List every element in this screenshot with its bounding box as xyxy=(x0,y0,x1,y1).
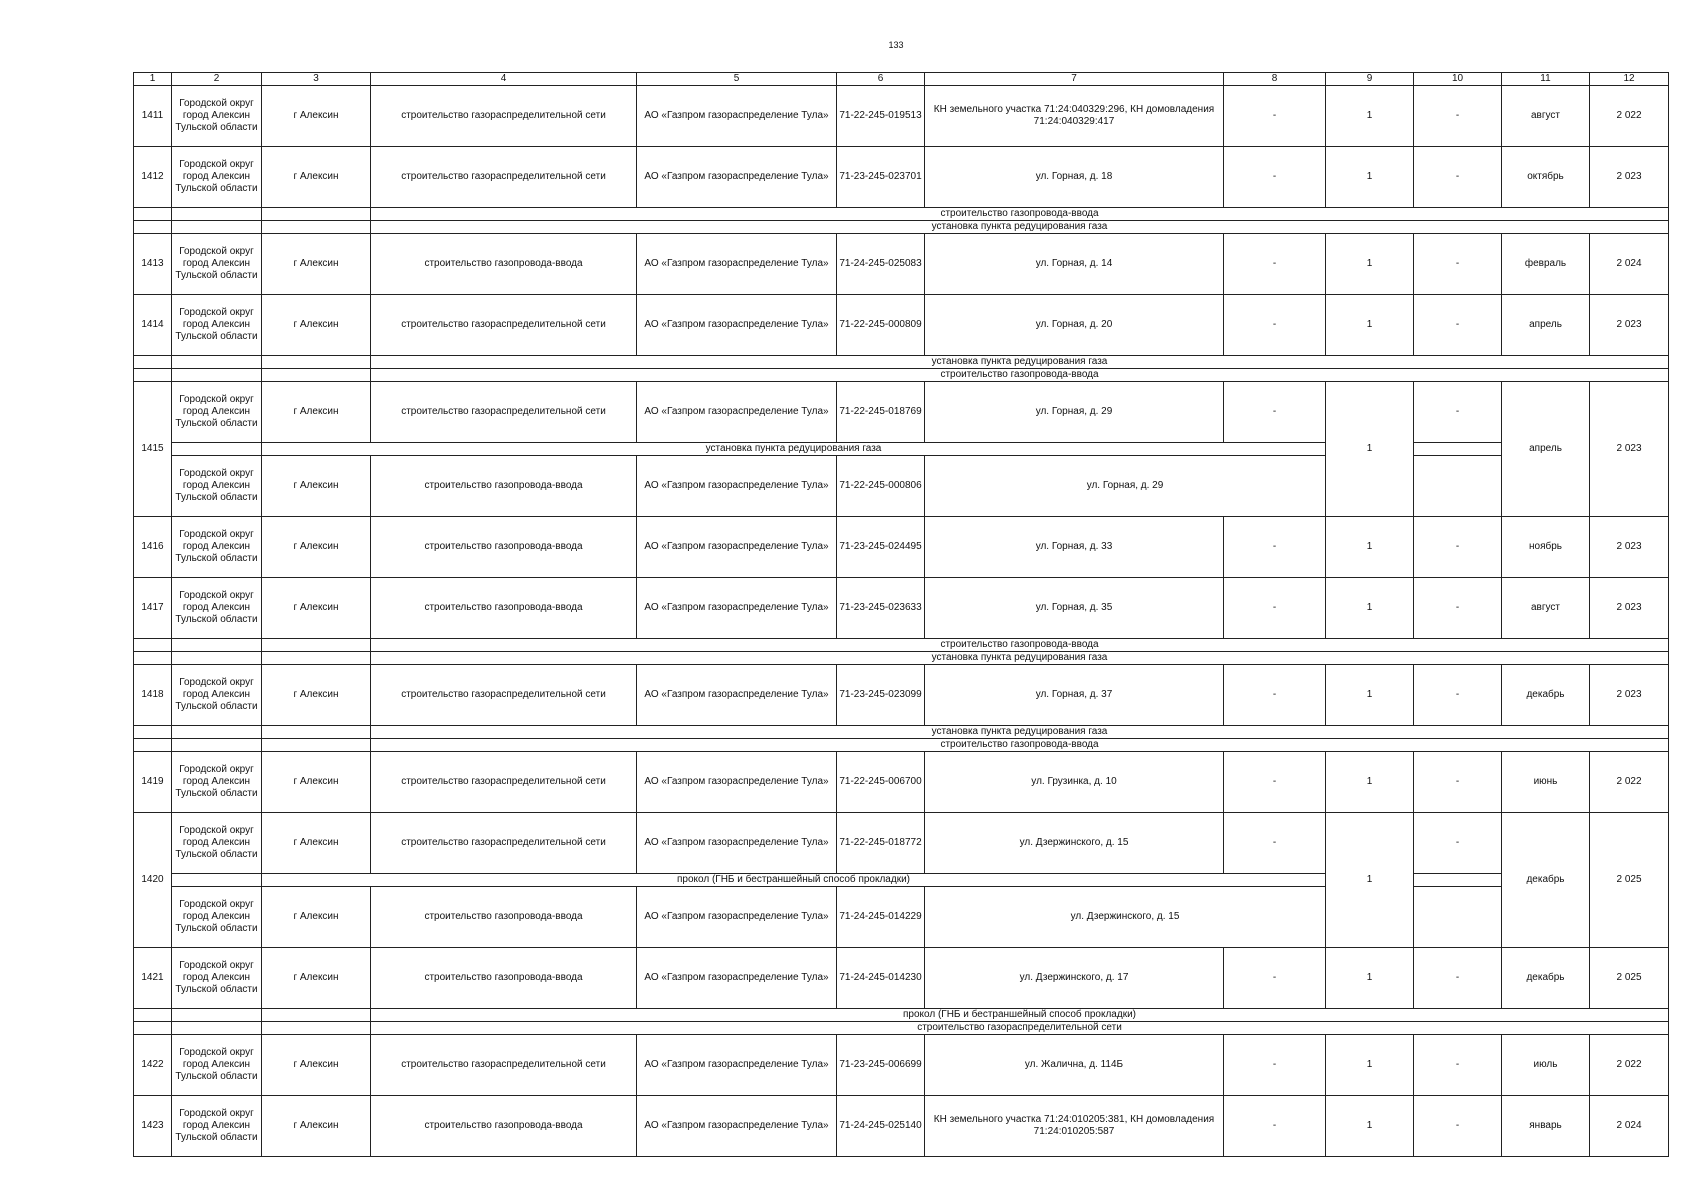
table-row xyxy=(134,295,1669,356)
sub-work-row xyxy=(134,356,1669,369)
municipality-cell: Городской округ город Алексин Тульской области xyxy=(172,948,262,1009)
work-type-cell: строительство газораспределительной сети xyxy=(371,813,637,874)
municipality-cell: Городской округ город Алексин Тульской области xyxy=(172,147,262,208)
col9-cell: 1 xyxy=(1326,1096,1414,1157)
locality-cell: г Алексин xyxy=(262,948,371,1009)
sub-work-row xyxy=(134,639,1669,652)
year-cell: 2 025 xyxy=(1590,813,1669,948)
year-cell: 2 023 xyxy=(1590,517,1669,578)
sub-work-label: установка пункта редуцирования газа xyxy=(371,356,1669,369)
sub-work-row xyxy=(134,443,1669,456)
municipality-cell: Городской округ город Алексин Тульской области xyxy=(172,665,262,726)
empty-cell xyxy=(134,639,172,652)
row-number: 1413 xyxy=(134,234,172,295)
application-code-cell: 71-22-245-018772 xyxy=(837,813,925,874)
table-row xyxy=(134,1096,1669,1157)
locality-cell: г Алексин xyxy=(262,752,371,813)
month-cell: февраль xyxy=(1502,234,1590,295)
sub-work-label: строительство газопровода-ввода xyxy=(371,739,1669,752)
empty-cell xyxy=(134,652,172,665)
empty-cell xyxy=(1414,443,1502,456)
municipality-cell: Городской округ город Алексин Тульской области xyxy=(172,517,262,578)
col8-cell: - xyxy=(1224,665,1326,726)
municipality-cell: Городской округ город Алексин Тульской области xyxy=(172,578,262,639)
empty-cell xyxy=(172,639,262,652)
col8-cell: - xyxy=(1224,1035,1326,1096)
col9-cell: 1 xyxy=(1326,147,1414,208)
col10-cell: - xyxy=(1414,86,1502,147)
col10-cell: - xyxy=(1414,948,1502,1009)
year-cell: 2 024 xyxy=(1590,234,1669,295)
empty-cell xyxy=(134,1022,172,1035)
sub-work-row xyxy=(134,1009,1669,1022)
work-type-cell: строительство газораспределительной сети xyxy=(371,665,637,726)
organization-cell: АО «Газпром газораспределение Тула» xyxy=(637,813,837,874)
sub-work-label: строительство газопровода-ввода xyxy=(371,208,1669,221)
address-cell: ул. Дзержинского, д. 15 xyxy=(925,887,1326,948)
col8-cell: - xyxy=(1224,382,1326,443)
table-row xyxy=(134,382,1669,443)
work-type-cell: строительство газопровода-ввода xyxy=(371,456,637,517)
column-header: 1 xyxy=(134,73,172,86)
table-row xyxy=(134,948,1669,1009)
empty-cell xyxy=(262,369,371,382)
work-type-cell: строительство газораспределительной сети xyxy=(371,1035,637,1096)
col10-cell: - xyxy=(1414,234,1502,295)
col9-cell: 1 xyxy=(1326,665,1414,726)
col9-cell: 1 xyxy=(1326,234,1414,295)
municipality-cell: Городской округ город Алексин Тульской области xyxy=(172,1035,262,1096)
sub-work-label: строительство газопровода-ввода xyxy=(371,369,1669,382)
year-cell: 2 022 xyxy=(1590,1035,1669,1096)
sub-work-row xyxy=(134,1022,1669,1035)
row-number: 1422 xyxy=(134,1035,172,1096)
table-row xyxy=(134,1035,1669,1096)
locality-cell: г Алексин xyxy=(262,147,371,208)
locality-cell: г Алексин xyxy=(262,887,371,948)
empty-cell xyxy=(262,652,371,665)
empty-cell xyxy=(134,356,172,369)
month-cell: октябрь xyxy=(1502,147,1590,208)
col9-cell: 1 xyxy=(1326,578,1414,639)
municipality-cell: Городской округ город Алексин Тульской области xyxy=(172,382,262,443)
year-cell: 2 023 xyxy=(1590,147,1669,208)
month-cell: декабрь xyxy=(1502,813,1590,948)
column-header-row xyxy=(134,73,1669,86)
municipality-cell: Городской округ город Алексин Тульской области xyxy=(172,295,262,356)
col8-cell: - xyxy=(1224,948,1326,1009)
row-number: 1415 xyxy=(134,382,172,517)
work-type-cell: строительство газораспределительной сети xyxy=(371,382,637,443)
col9-cell: 1 xyxy=(1326,295,1414,356)
empty-cell xyxy=(1414,887,1502,948)
row-number: 1414 xyxy=(134,295,172,356)
sub-work-label: строительство газопровода-ввода xyxy=(371,639,1669,652)
month-cell: август xyxy=(1502,578,1590,639)
year-cell: 2 025 xyxy=(1590,948,1669,1009)
empty-cell xyxy=(1414,874,1502,887)
application-code-cell: 71-23-245-024495 xyxy=(837,517,925,578)
empty-cell xyxy=(262,726,371,739)
empty-cell xyxy=(262,639,371,652)
work-type-cell: строительство газораспределительной сети xyxy=(371,147,637,208)
empty-cell xyxy=(262,208,371,221)
application-code-cell: 71-22-245-019513 xyxy=(837,86,925,147)
table-row xyxy=(134,578,1669,639)
year-cell: 2 022 xyxy=(1590,752,1669,813)
col10-cell: - xyxy=(1414,382,1502,443)
col8-cell: - xyxy=(1224,86,1326,147)
row-number: 1421 xyxy=(134,948,172,1009)
col10-cell: - xyxy=(1414,1096,1502,1157)
locality-cell: г Алексин xyxy=(262,295,371,356)
sub-work-label: установка пункта редуцирования газа xyxy=(371,652,1669,665)
sub-work-label: прокол (ГНБ и бестраншейный способ прокладки) xyxy=(371,1009,1669,1022)
organization-cell: АО «Газпром газораспределение Тула» xyxy=(637,1035,837,1096)
empty-cell xyxy=(172,652,262,665)
col9-cell: 1 xyxy=(1326,948,1414,1009)
col10-cell: - xyxy=(1414,813,1502,874)
row-number: 1423 xyxy=(134,1096,172,1157)
month-cell: ноябрь xyxy=(1502,517,1590,578)
year-cell: 2 023 xyxy=(1590,665,1669,726)
municipality-cell: Городской округ город Алексин Тульской области xyxy=(172,887,262,948)
work-type-cell: строительство газопровода-ввода xyxy=(371,887,637,948)
empty-cell xyxy=(172,369,262,382)
sub-work-label: установка пункта редуцирования газа xyxy=(371,726,1669,739)
col8-cell: - xyxy=(1224,813,1326,874)
month-cell: декабрь xyxy=(1502,665,1590,726)
sub-work-label: установка пункта редуцирования газа xyxy=(371,221,1669,234)
application-code-cell: 71-23-245-023701 xyxy=(837,147,925,208)
col8-cell: - xyxy=(1224,234,1326,295)
register-table xyxy=(133,72,1669,1157)
work-type-cell: строительство газопровода-ввода xyxy=(371,234,637,295)
col9-cell: 1 xyxy=(1326,1035,1414,1096)
locality-cell: г Алексин xyxy=(262,1035,371,1096)
locality-cell: г Алексин xyxy=(262,234,371,295)
empty-cell xyxy=(172,726,262,739)
month-cell: январь xyxy=(1502,1096,1590,1157)
column-header: 4 xyxy=(371,73,637,86)
sub-work-row xyxy=(134,221,1669,234)
month-cell: июнь xyxy=(1502,752,1590,813)
month-cell: апрель xyxy=(1502,382,1590,517)
table-row xyxy=(134,813,1669,874)
table-row xyxy=(134,517,1669,578)
row-number: 1420 xyxy=(134,813,172,948)
municipality-cell: Городской округ город Алексин Тульской области xyxy=(172,456,262,517)
empty-cell xyxy=(262,1009,371,1022)
empty-cell xyxy=(172,208,262,221)
col10-cell: - xyxy=(1414,578,1502,639)
sub-work-label: строительство газораспределительной сети xyxy=(371,1022,1669,1035)
table-row xyxy=(134,456,1669,517)
col10-cell: - xyxy=(1414,1035,1502,1096)
empty-cell xyxy=(134,221,172,234)
empty-cell xyxy=(172,221,262,234)
organization-cell: АО «Газпром газораспределение Тула» xyxy=(637,517,837,578)
locality-cell: г Алексин xyxy=(262,517,371,578)
locality-cell: г Алексин xyxy=(262,578,371,639)
sub-work-row xyxy=(134,739,1669,752)
empty-cell xyxy=(134,208,172,221)
empty-cell xyxy=(172,739,262,752)
col10-cell: - xyxy=(1414,147,1502,208)
application-code-cell: 71-24-245-014229 xyxy=(837,887,925,948)
application-code-cell: 71-23-245-006699 xyxy=(837,1035,925,1096)
locality-cell: г Алексин xyxy=(262,456,371,517)
organization-cell: АО «Газпром газораспределение Тула» xyxy=(637,665,837,726)
col10-cell: - xyxy=(1414,295,1502,356)
col10-cell: - xyxy=(1414,665,1502,726)
work-type-cell: строительство газопровода-ввода xyxy=(371,1096,637,1157)
column-header: 3 xyxy=(262,73,371,86)
organization-cell: АО «Газпром газораспределение Тула» xyxy=(637,147,837,208)
locality-cell: г Алексин xyxy=(262,86,371,147)
application-code-cell: 71-23-245-023099 xyxy=(837,665,925,726)
col9-cell: 1 xyxy=(1326,813,1414,948)
table-row xyxy=(134,147,1669,208)
month-cell: декабрь xyxy=(1502,948,1590,1009)
organization-cell: АО «Газпром газораспределение Тула» xyxy=(637,234,837,295)
empty-cell xyxy=(134,1009,172,1022)
col9-cell: 1 xyxy=(1326,382,1414,517)
year-cell: 2 023 xyxy=(1590,295,1669,356)
address-cell: ул. Горная, д. 33 xyxy=(925,517,1224,578)
column-header: 7 xyxy=(925,73,1224,86)
sub-work-row xyxy=(134,726,1669,739)
work-type-cell: строительство газопровода-ввода xyxy=(371,578,637,639)
application-code-cell: 71-24-245-014230 xyxy=(837,948,925,1009)
col8-cell: - xyxy=(1224,517,1326,578)
column-header: 8 xyxy=(1224,73,1326,86)
application-code-cell: 71-22-245-000806 xyxy=(837,456,925,517)
sub-work-label: установка пункта редуцирования газа xyxy=(262,443,1326,456)
organization-cell: АО «Газпром газораспределение Тула» xyxy=(637,382,837,443)
year-cell: 2 023 xyxy=(1590,382,1669,517)
application-code-cell: 71-23-245-023633 xyxy=(837,578,925,639)
sub-work-row xyxy=(134,652,1669,665)
address-cell: ул. Горная, д. 29 xyxy=(925,456,1326,517)
col8-cell: - xyxy=(1224,578,1326,639)
col8-cell: - xyxy=(1224,295,1326,356)
address-cell: ул. Грузинка, д. 10 xyxy=(925,752,1224,813)
organization-cell: АО «Газпром газораспределение Тула» xyxy=(637,1096,837,1157)
work-type-cell: строительство газораспределительной сети xyxy=(371,86,637,147)
column-header: 2 xyxy=(172,73,262,86)
locality-cell: г Алексин xyxy=(262,665,371,726)
col9-cell: 1 xyxy=(1326,752,1414,813)
address-cell: ул. Дзержинского, д. 17 xyxy=(925,948,1224,1009)
table-row xyxy=(134,86,1669,147)
month-cell: июль xyxy=(1502,1035,1590,1096)
application-code-cell: 71-24-245-025083 xyxy=(837,234,925,295)
municipality-cell: Городской округ город Алексин Тульской области xyxy=(172,1096,262,1157)
organization-cell: АО «Газпром газораспределение Тула» xyxy=(637,948,837,1009)
empty-cell xyxy=(262,356,371,369)
organization-cell: АО «Газпром газораспределение Тула» xyxy=(637,752,837,813)
empty-cell xyxy=(262,739,371,752)
address-cell: ул. Горная, д. 18 xyxy=(925,147,1224,208)
empty-cell xyxy=(172,443,262,456)
column-header: 11 xyxy=(1502,73,1590,86)
sub-work-row xyxy=(134,874,1669,887)
col9-cell: 1 xyxy=(1326,517,1414,578)
row-number: 1412 xyxy=(134,147,172,208)
row-number: 1417 xyxy=(134,578,172,639)
sub-work-row xyxy=(134,369,1669,382)
col10-cell: - xyxy=(1414,517,1502,578)
locality-cell: г Алексин xyxy=(262,1096,371,1157)
organization-cell: АО «Газпром газораспределение Тула» xyxy=(637,295,837,356)
sub-work-row xyxy=(134,208,1669,221)
col8-cell: - xyxy=(1224,147,1326,208)
table-row xyxy=(134,665,1669,726)
table-row xyxy=(134,234,1669,295)
month-cell: август xyxy=(1502,86,1590,147)
municipality-cell: Городской округ город Алексин Тульской области xyxy=(172,752,262,813)
table-row xyxy=(134,887,1669,948)
work-type-cell: строительство газопровода-ввода xyxy=(371,948,637,1009)
sub-work-label: прокол (ГНБ и бестраншейный способ прокладки) xyxy=(262,874,1326,887)
empty-cell xyxy=(134,369,172,382)
empty-cell xyxy=(1414,456,1502,517)
application-code-cell: 71-22-245-000809 xyxy=(837,295,925,356)
work-type-cell: строительство газораспределительной сети xyxy=(371,752,637,813)
municipality-cell: Городской округ город Алексин Тульской области xyxy=(172,86,262,147)
row-number: 1416 xyxy=(134,517,172,578)
column-header: 5 xyxy=(637,73,837,86)
organization-cell: АО «Газпром газораспределение Тула» xyxy=(637,86,837,147)
col9-cell: 1 xyxy=(1326,86,1414,147)
work-type-cell: строительство газопровода-ввода xyxy=(371,517,637,578)
empty-cell xyxy=(262,221,371,234)
table-row xyxy=(134,752,1669,813)
month-cell: апрель xyxy=(1502,295,1590,356)
column-header: 12 xyxy=(1590,73,1669,86)
address-cell: ул. Горная, д. 35 xyxy=(925,578,1224,639)
empty-cell xyxy=(172,874,262,887)
empty-cell xyxy=(172,1022,262,1035)
col8-cell: - xyxy=(1224,1096,1326,1157)
address-cell: ул. Горная, д. 29 xyxy=(925,382,1224,443)
address-cell: ул. Горная, д. 20 xyxy=(925,295,1224,356)
address-cell: КН земельного участка 71:24:010205:381, КН домовладения 71:24:010205:587 xyxy=(925,1096,1224,1157)
application-code-cell: 71-24-245-025140 xyxy=(837,1096,925,1157)
year-cell: 2 023 xyxy=(1590,578,1669,639)
empty-cell xyxy=(172,356,262,369)
address-cell: ул. Горная, д. 14 xyxy=(925,234,1224,295)
locality-cell: г Алексин xyxy=(262,813,371,874)
address-cell: ул. Горная, д. 37 xyxy=(925,665,1224,726)
organization-cell: АО «Газпром газораспределение Тула» xyxy=(637,578,837,639)
empty-cell xyxy=(172,1009,262,1022)
column-header: 6 xyxy=(837,73,925,86)
address-cell: ул. Дзержинского, д. 15 xyxy=(925,813,1224,874)
address-cell: ул. Жалична, д. 114Б xyxy=(925,1035,1224,1096)
year-cell: 2 024 xyxy=(1590,1096,1669,1157)
empty-cell xyxy=(134,739,172,752)
work-type-cell: строительство газораспределительной сети xyxy=(371,295,637,356)
year-cell: 2 022 xyxy=(1590,86,1669,147)
address-cell: КН земельного участка 71:24:040329:296, КН домовладения 71:24:040329:417 xyxy=(925,86,1224,147)
organization-cell: АО «Газпром газораспределение Тула» xyxy=(637,887,837,948)
municipality-cell: Городской округ город Алексин Тульской области xyxy=(172,234,262,295)
application-code-cell: 71-22-245-006700 xyxy=(837,752,925,813)
empty-cell xyxy=(134,726,172,739)
column-header: 9 xyxy=(1326,73,1414,86)
locality-cell: г Алексин xyxy=(262,382,371,443)
col10-cell: - xyxy=(1414,752,1502,813)
organization-cell: АО «Газпром газораспределение Тула» xyxy=(637,456,837,517)
row-number: 1419 xyxy=(134,752,172,813)
empty-cell xyxy=(262,1022,371,1035)
row-number: 1418 xyxy=(134,665,172,726)
row-number: 1411 xyxy=(134,86,172,147)
col8-cell: - xyxy=(1224,752,1326,813)
column-header: 10 xyxy=(1414,73,1502,86)
page-number: 133 xyxy=(888,40,904,50)
municipality-cell: Городской округ город Алексин Тульской области xyxy=(172,813,262,874)
application-code-cell: 71-22-245-018769 xyxy=(837,382,925,443)
